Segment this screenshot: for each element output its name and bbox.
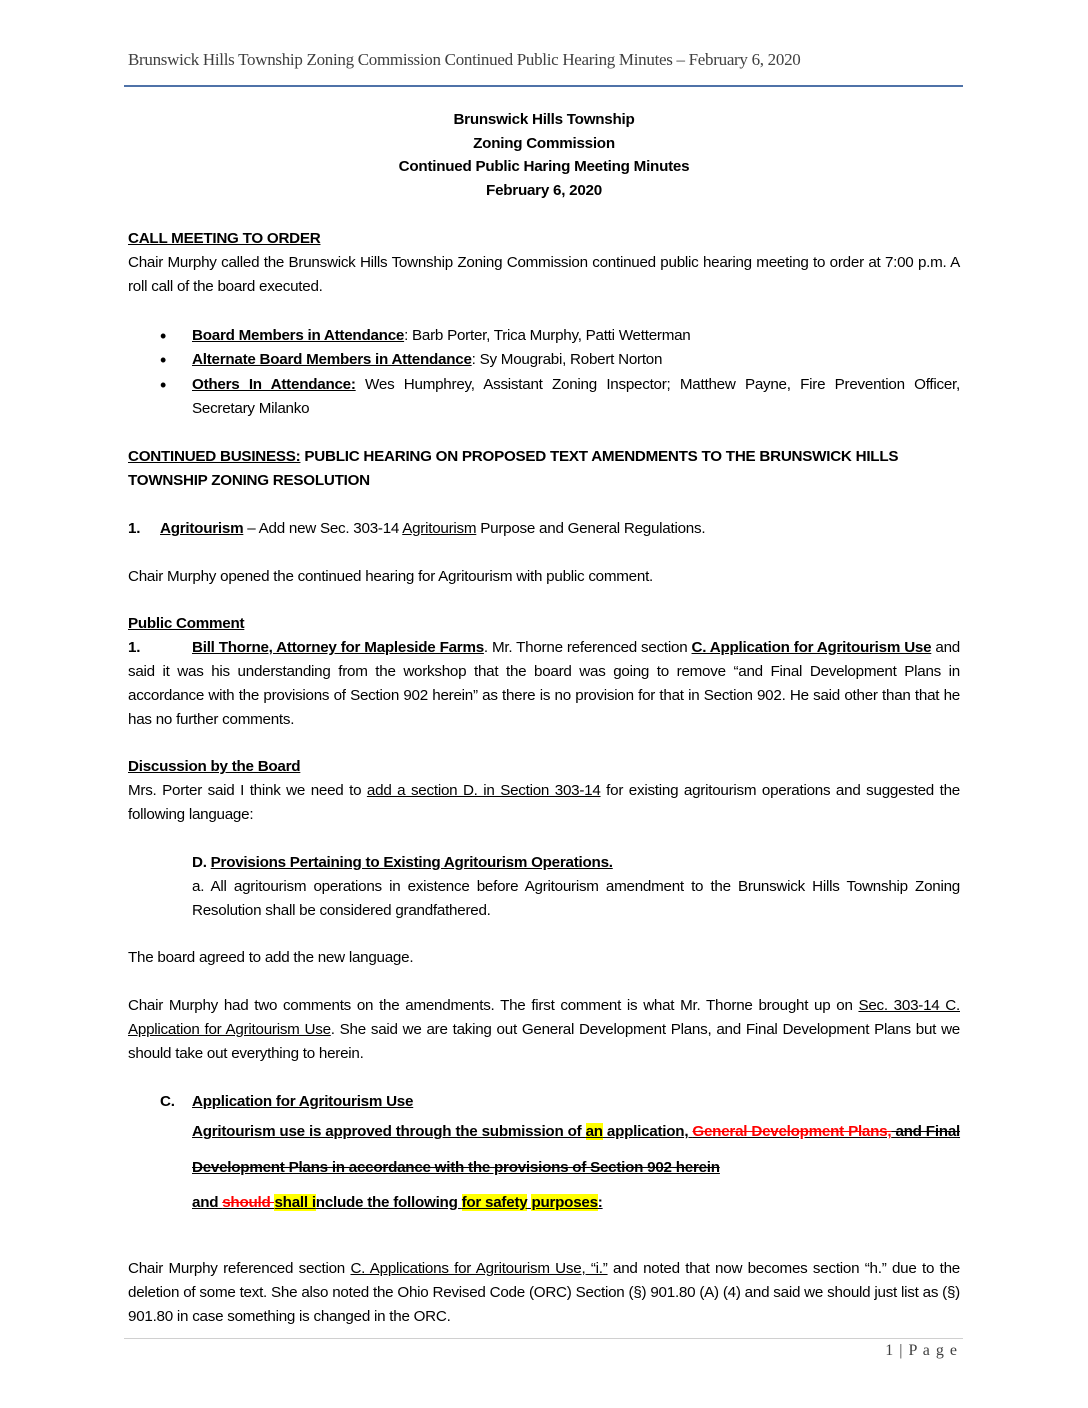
item-text: : Sy Mougrabi, Robert Norton xyxy=(471,351,663,369)
title: Provisions Pertaining to Existing Agritourism Operations. xyxy=(210,854,613,871)
text: application, xyxy=(602,1123,693,1140)
letter: C. xyxy=(160,1093,175,1110)
paragraph: Chair Murphy called the Brunswick Hills Township Zoning Commission continued public hearing meeting to order at 7:00 p.m. A roll call of the board executed. xyxy=(128,254,960,295)
item-name: Agritourism xyxy=(402,520,477,537)
document-title xyxy=(128,108,960,202)
public-comment-section xyxy=(128,612,960,732)
header-rule xyxy=(124,85,963,87)
text: for existing agritourism operations and suggested the following language: xyxy=(128,782,960,823)
title-line: Zoning Commission xyxy=(473,134,615,152)
item-label: Board Members in Attendance xyxy=(192,327,405,344)
deleted-text: General Development Plans, xyxy=(692,1123,892,1140)
paragraph xyxy=(128,1257,960,1329)
continued-business-heading xyxy=(128,445,960,493)
agenda-item-1 xyxy=(128,517,960,541)
paragraph: Chair Murphy opened the continued hearing for Agritourism with public comment. xyxy=(128,568,654,585)
reference: add a section D. in Section 303-14 xyxy=(366,782,601,799)
item-text: Purpose and General Regulations. xyxy=(476,520,706,537)
text: . She said we are taking out General Development Plans, and Final Development Plans but we should take out everything to herein. xyxy=(128,1021,960,1062)
section-c-title xyxy=(160,1090,960,1114)
inserted-text: for safety xyxy=(461,1194,528,1211)
running-header: Brunswick Hills Township Zoning Commission Continued Public Hearing Minutes – February 6, 2020 xyxy=(128,50,801,69)
item-text: : Barb Porter, Trica Murphy, Patti Wetterman xyxy=(404,327,691,344)
deleted-text: and Final Development Plans in accordance with the provisions of Section 902 herein xyxy=(192,1123,961,1176)
section-d-title xyxy=(192,851,960,875)
page-number: 1 | P a g e xyxy=(885,1342,958,1359)
title-line: Continued Public Haring Meeting Minutes xyxy=(398,158,690,176)
section-d-item: a. All agritourism operations in existence before Agritourism amendment to the Brunswick Hills Township Zoning Resolution shall be considered grandfathered. xyxy=(192,878,960,919)
text: Mrs. Porter said I think we need to xyxy=(128,782,367,799)
paragraph xyxy=(128,994,960,1066)
heading-text: PUBLIC HEARING ON PROPOSED TEXT AMENDMENTS TO THE BRUNSWICK HILLS TOWNSHIP ZONING RESOLUTION xyxy=(128,448,899,489)
item-label: Others In Attendance: xyxy=(192,375,356,393)
text: and noted that now becomes section “h.” due to the deletion of some text. She also noted the Ohio Revised Code (ORC) Section (§) 901.80 (A) (4) and said we should just list as (§) 901.80 in case something is changed in the ORC. xyxy=(128,1260,960,1325)
list-item xyxy=(128,324,960,348)
inserted-text: an xyxy=(585,1123,603,1140)
section-d xyxy=(128,851,960,923)
section-c xyxy=(128,1090,960,1221)
title: Application for Agritourism Use xyxy=(192,1093,414,1110)
call-to-order-section xyxy=(128,227,960,299)
text: Chair Murphy had two comments on the amendments. The first comment is what Mr. Thorne brought up on xyxy=(128,997,859,1014)
title-line: February 6, 2020 xyxy=(486,181,602,199)
item-number: 1. xyxy=(128,520,141,537)
reference: C. Applications for Agritourism Use, “i.” xyxy=(350,1260,608,1277)
paragraph xyxy=(128,636,960,732)
amended-text xyxy=(160,1114,960,1221)
item-label: Alternate Board Members in Attendance xyxy=(192,351,472,369)
text: Agritourism use is approved through the submission of xyxy=(192,1123,586,1140)
reference: C. Application for Agritourism Use xyxy=(691,639,932,656)
title-line: Brunswick Hills Township xyxy=(453,111,635,128)
speaker: Bill Thorne, Attorney for Mapleside Farms xyxy=(192,639,484,656)
text: . Mr. Thorne referenced section xyxy=(483,639,692,656)
list-item xyxy=(128,348,960,372)
list-item xyxy=(128,373,960,422)
deleted-text: should xyxy=(222,1194,275,1211)
discussion-section xyxy=(128,755,960,827)
text: and xyxy=(192,1194,223,1211)
section-heading: CALL MEETING TO ORDER xyxy=(128,230,321,247)
comment-number: 1. xyxy=(128,639,141,656)
item-text: Wes Humphrey, Assistant Zoning Inspector; Matthew Payne, Fire Prevention Officer, Secretary Milanko xyxy=(192,375,960,417)
text: and said it was his understanding from the workshop that the board was going to remove “and Final Development Plans in accordance with the provisions of Section 902 herein” as there is no provision for that in Section 902. He said other than that he has no further comments. xyxy=(128,639,960,728)
paragraph: The board agreed to add the new language. xyxy=(128,949,414,966)
section-heading: Discussion by the Board xyxy=(128,758,301,775)
item-name: Agritourism xyxy=(160,520,244,537)
attendance-list xyxy=(128,324,960,421)
text: Chair Murphy referenced section xyxy=(128,1260,351,1277)
inserted-text: shall i xyxy=(274,1194,316,1211)
letter: D. xyxy=(192,854,211,871)
section-heading: Public Comment xyxy=(128,615,245,632)
paragraph xyxy=(128,779,960,827)
reference: Sec. 303-14 C. Application for Agritourism Use xyxy=(128,997,960,1038)
text: nclude the following xyxy=(315,1194,462,1211)
inserted-text: purposes xyxy=(531,1194,598,1211)
text: : xyxy=(597,1194,603,1211)
item-text: – Add new Sec. 303-14 xyxy=(243,520,403,537)
footer-rule xyxy=(124,1338,963,1339)
heading-label: CONTINUED BUSINESS: xyxy=(128,448,301,465)
